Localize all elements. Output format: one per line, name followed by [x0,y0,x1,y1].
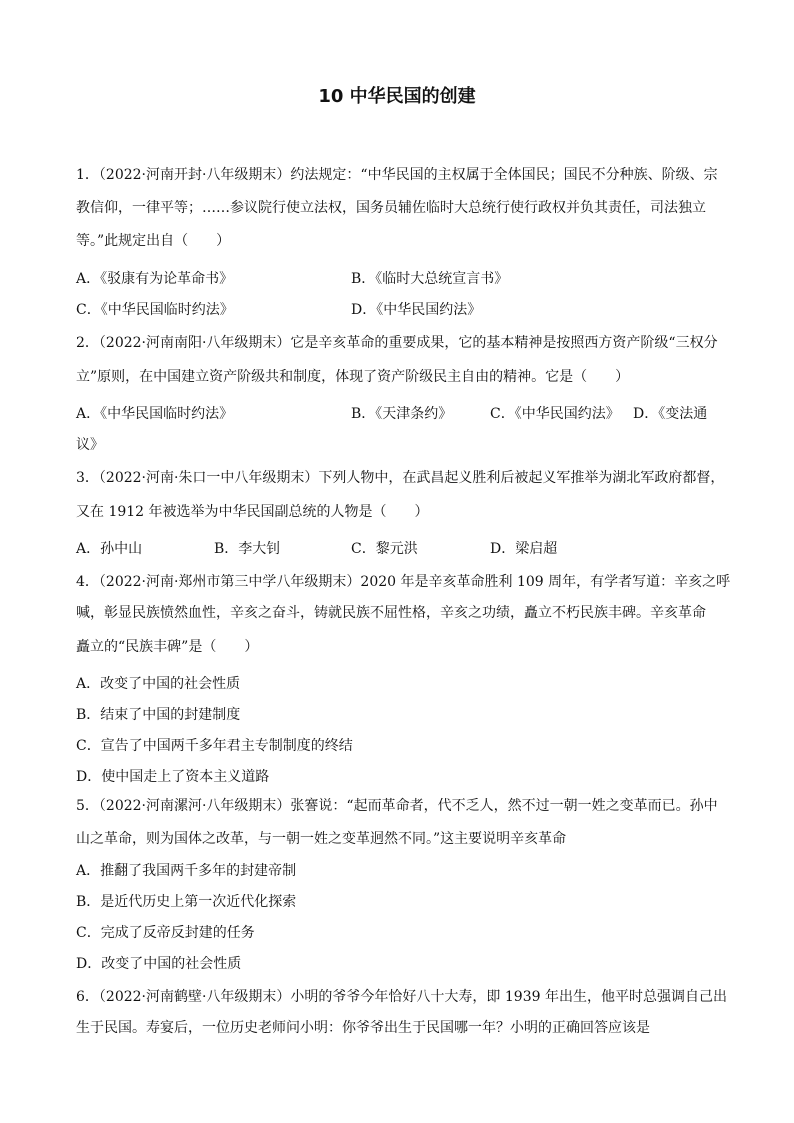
question-2-option-d: D．《变法通 [633,406,708,422]
question-4-line-2: 喊，彰显民族愤然血性，辛亥之奋斗，铸就民族不屈性格，辛亥之功绩，矗立不朽民族丰碑。辛亥革命 [76,605,706,621]
question-2-line-1: 2．（2022·河南南阳·八年级期末）它是辛亥革命的重要成果，它的基本精神是按照西方资产阶级“三权分 [76,335,718,351]
question-5-option-a: A．推翻了我国两千多年的封建帝制 [76,863,297,879]
question-1-line-1: 1．（2022·河南开封·八年级期末）约法规定：“中华民国的主权属于全体国民；国民不分种族、阶级、宗 [76,167,718,183]
question-2-line-2: 立”原则，在中国建立资产阶级共和制度，体现了资产阶级民主自由的精神。它是（ ） [76,369,630,385]
question-4-line-1: 4．（2022·河南·郑州市第三中学八年级期末）2020 年是辛亥革命胜利 109 周年，有学者写道：辛亥之呼 [76,574,731,590]
question-4-line-3: 矗立的“民族丰碑”是（ ） [76,639,259,655]
question-1-line-3: 等。”此规定出自（ ） [76,233,231,249]
question-4-option-b: B．结束了中国的封建制度 [76,707,241,723]
question-6-line-1: 6．（2022·河南鹤壁·八年级期末）小明的爷爷今年恰好八十大寿，即 1939 年出生，他平时总强调自己出 [76,989,727,1005]
question-2-option-d-cont: 议》 [76,437,104,453]
question-1-option-c: C．《中华民国临时约法》 [76,302,234,318]
question-5-line-2: 山之革命，则为国体之改革，与一朝一姓之变革迥然不同。”这主要说明辛亥革命 [76,831,567,847]
page-title: 10 中华民国的创建 [318,86,476,107]
question-3-option-c: C．黎元洪 [351,541,418,557]
question-6-line-2: 生于民国。寿宴后，一位历史老师问小明：你爷爷出生于民国哪一年？小明的正确回答应该是 [76,1020,650,1036]
question-3-line-2: 又在 1912 年被选举为中华民国副总统的人物是（ ） [76,504,429,520]
question-1-line-2: 教信仰，一律平等；……参议院行使立法权，国务员辅佐临时大总统行使行政权并负其责任，司法独立 [76,200,706,216]
question-5-option-d: D．改变了中国的社会性质 [76,956,242,972]
question-2-option-c: C．《中华民国约法》 [490,406,620,422]
question-4-option-d: D．使中国走上了资本主义道路 [76,769,270,785]
question-1-option-b: B．《临时大总统宣言书》 [351,271,509,287]
question-5-option-b: B．是近代历史上第一次近代化探索 [76,894,297,910]
question-4-option-a: A．改变了中国的社会性质 [76,676,241,692]
question-3-option-a: A．孙中山 [76,541,143,557]
question-3-option-d: D．梁启超 [490,541,558,557]
question-2-option-b: B．《天津条约》 [351,406,453,422]
question-5-option-c: C．完成了反帝反封建的任务 [76,925,255,941]
question-1-option-d: D．《中华民国约法》 [351,302,482,318]
question-1-option-a: A．《驳康有为论革命书》 [76,271,234,287]
question-4-option-c: C．宣告了中国两千多年君主专制制度的终结 [76,738,353,754]
question-2-option-a: A．《中华民国临时约法》 [76,406,234,422]
question-3-option-b: B．李大钊 [214,541,281,557]
question-5-line-1: 5．（2022·河南漯河·八年级期末）张謇说：“起而革命者，代不乏人，然不过一朝一姓之变革而已。孙中 [76,798,718,814]
question-3-line-1: 3．（2022·河南·朱口一中八年级期末）下列人物中，在武昌起义胜利后被起义军推举为湖北军政府都督， [76,470,725,486]
